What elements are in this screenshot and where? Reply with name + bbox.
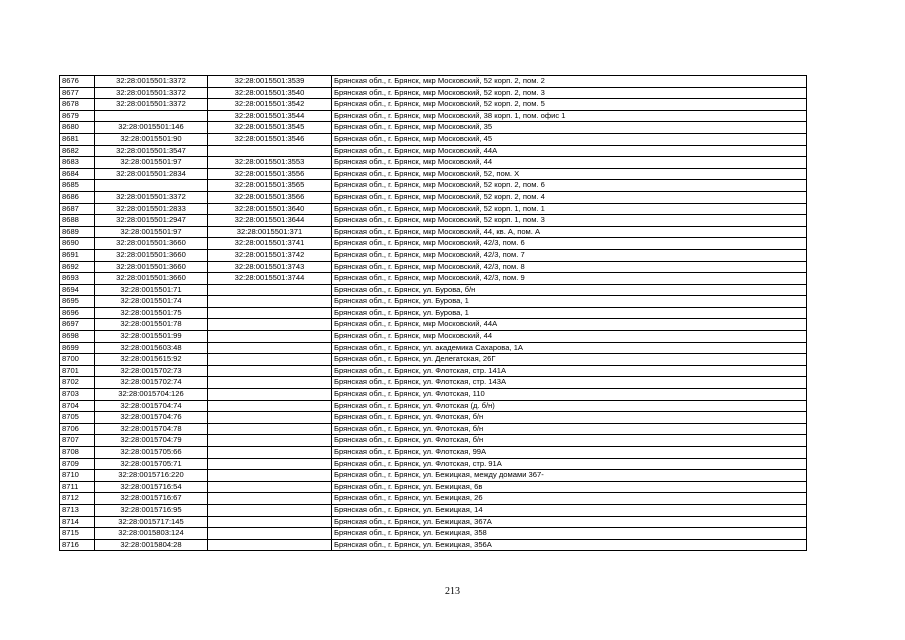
parent-cadastral-number-cell: 32:28:0015716:220 [95,470,208,482]
parent-cadastral-number-cell: 32:28:0015501:75 [95,307,208,319]
cadastral-number-cell [208,516,332,528]
row-number-cell: 8696 [60,307,95,319]
parent-cadastral-number-cell: 32:28:0015716:95 [95,504,208,516]
row-number-cell: 8688 [60,215,95,227]
address-cell: Брянская обл., г. Брянск, мкр Московский, 52 корп. 1, пом. 3 [332,215,807,227]
row-number-cell: 8715 [60,528,95,540]
row-number-cell: 8685 [60,180,95,192]
parent-cadastral-number-cell: 32:28:0015704:78 [95,423,208,435]
address-cell: Брянская обл., г. Брянск, мкр Московский, 44 [332,157,807,169]
cadastral-number-cell [208,296,332,308]
cadastral-number-cell [208,342,332,354]
address-cell: Брянская обл., г. Брянск, мкр Московский, 52 корп. 2, пом. 2 [332,76,807,88]
table-row [60,99,807,111]
row-number-cell: 8689 [60,226,95,238]
cadastral-number-cell [208,319,332,331]
table-row [60,296,807,308]
address-cell: Брянская обл., г. Брянск, ул. Бежицкая, 367А [332,516,807,528]
cadastral-number-cell [208,331,332,343]
address-cell: Брянская обл., г. Брянск, мкр Московский, 52 корп. 1, пом. 1 [332,203,807,215]
parent-cadastral-number-cell: 32:28:0015705:66 [95,447,208,459]
address-cell: Брянская обл., г. Брянск, ул. Флотская (д. б/н) [332,400,807,412]
cadastral-number-cell: 32:28:0015501:3565 [208,180,332,192]
row-number-cell: 8697 [60,319,95,331]
parent-cadastral-number-cell: 32:28:0015501:71 [95,284,208,296]
parent-cadastral-number-cell: 32:28:0015501:3660 [95,249,208,261]
row-number-cell: 8683 [60,157,95,169]
cadastral-number-cell [208,481,332,493]
cadastral-number-cell [208,447,332,459]
address-cell: Брянская обл., г. Брянск, ул. Флотская, стр. 141А [332,365,807,377]
table-row [60,528,807,540]
cadastral-number-cell: 32:28:0015501:3542 [208,99,332,111]
address-cell: Брянская обл., г. Брянск, мкр Московский, 44, кв. А, пом. А [332,226,807,238]
address-cell: Брянская обл., г. Брянск, ул. Флотская, стр. 143А [332,377,807,389]
parent-cadastral-number-cell: 32:28:0015501:3372 [95,76,208,88]
table-row [60,215,807,227]
address-cell: Брянская обл., г. Брянск, ул. Флотская, б/н [332,435,807,447]
cadastral-number-cell [208,539,332,551]
table-row [60,400,807,412]
table-row [60,307,807,319]
row-number-cell: 8692 [60,261,95,273]
parent-cadastral-number-cell: 32:28:0015717:145 [95,516,208,528]
table-row [60,145,807,157]
table-row [60,191,807,203]
address-cell: Брянская обл., г. Брянск, мкр Московский, 45 [332,133,807,145]
table-row [60,354,807,366]
cadastral-number-cell [208,412,332,424]
parent-cadastral-number-cell: 32:28:0015501:2833 [95,203,208,215]
address-cell: Брянская обл., г. Брянск, ул. Флотская, 110 [332,389,807,401]
cadastral-number-cell: 32:28:0015501:3742 [208,249,332,261]
table-row [60,110,807,122]
address-cell: Брянская обл., г. Брянск, мкр Московский, 52 корп. 2, пом. 3 [332,87,807,99]
row-number-cell: 8678 [60,99,95,111]
table-row [60,319,807,331]
address-cell: Брянская обл., г. Брянск, мкр Московский, 44А [332,145,807,157]
parent-cadastral-number-cell: 32:28:0015615:92 [95,354,208,366]
address-cell: Брянская обл., г. Брянск, ул. Флотская, стр. 91А [332,458,807,470]
table-row [60,458,807,470]
cadastral-number-cell: 32:28:0015501:3545 [208,122,332,134]
row-number-cell: 8693 [60,273,95,285]
address-cell: Брянская обл., г. Брянск, ул. Делегатская, 26Г [332,354,807,366]
parent-cadastral-number-cell: 32:28:0015704:126 [95,389,208,401]
cadastral-number-cell: 32:28:0015501:3741 [208,238,332,250]
table-row [60,249,807,261]
row-number-cell: 8690 [60,238,95,250]
row-number-cell: 8695 [60,296,95,308]
address-cell: Брянская обл., г. Брянск, мкр Московский, 35 [332,122,807,134]
row-number-cell: 8706 [60,423,95,435]
cadastral-number-cell [208,284,332,296]
parent-cadastral-number-cell: 32:28:0015704:76 [95,412,208,424]
table-row [60,412,807,424]
table-row [60,203,807,215]
cadastral-number-cell [208,504,332,516]
table-row [60,470,807,482]
address-cell: Брянская обл., г. Брянск, мкр Московский, 52 корп. 2, пом. 5 [332,99,807,111]
parent-cadastral-number-cell: 32:28:0015501:3372 [95,191,208,203]
row-number-cell: 8681 [60,133,95,145]
table-row [60,122,807,134]
parent-cadastral-number-cell: 32:28:0015704:74 [95,400,208,412]
table-row [60,481,807,493]
row-number-cell: 8682 [60,145,95,157]
cadastral-number-cell [208,145,332,157]
row-number-cell: 8711 [60,481,95,493]
cadastral-number-cell: 32:28:0015501:3546 [208,133,332,145]
parent-cadastral-number-cell: 32:28:0015501:74 [95,296,208,308]
cadastral-number-cell: 32:28:0015501:3743 [208,261,332,273]
row-number-cell: 8679 [60,110,95,122]
parent-cadastral-number-cell: 32:28:0015716:54 [95,481,208,493]
parent-cadastral-number-cell: 32:28:0015705:71 [95,458,208,470]
parent-cadastral-number-cell: 32:28:0015702:73 [95,365,208,377]
cadastral-number-cell: 32:28:0015501:3644 [208,215,332,227]
address-cell: Брянская обл., г. Брянск, ул. Бежицкая, 358 [332,528,807,540]
cadastral-number-cell: 32:28:0015501:3556 [208,168,332,180]
cadastral-number-cell: 32:28:0015501:3566 [208,191,332,203]
address-cell: Брянская обл., г. Брянск, ул. Бурова, 1 [332,307,807,319]
address-cell: Брянская обл., г. Брянск, ул. Бежицкая, между домами 367- [332,470,807,482]
table-body [60,76,807,551]
row-number-cell: 8713 [60,504,95,516]
parent-cadastral-number-cell: 32:28:0015803:124 [95,528,208,540]
table-row [60,133,807,145]
table-row [60,516,807,528]
row-number-cell: 8704 [60,400,95,412]
row-number-cell: 8686 [60,191,95,203]
cadastral-number-cell [208,458,332,470]
table-row [60,423,807,435]
address-cell: Брянская обл., г. Брянск, ул. Бежицкая, 14 [332,504,807,516]
row-number-cell: 8714 [60,516,95,528]
row-number-cell: 8687 [60,203,95,215]
parent-cadastral-number-cell: 32:28:0015501:2834 [95,168,208,180]
row-number-cell: 8707 [60,435,95,447]
table-row [60,273,807,285]
cadastral-number-cell [208,400,332,412]
row-number-cell: 8701 [60,365,95,377]
cadastral-number-cell [208,354,332,366]
address-cell: Брянская обл., г. Брянск, ул. Флотская, б/н [332,412,807,424]
parent-cadastral-number-cell [95,110,208,122]
table-row [60,504,807,516]
table-row [60,168,807,180]
address-cell: Брянская обл., г. Брянск, мкр Московский, 42/3, пом. 6 [332,238,807,250]
parent-cadastral-number-cell: 32:28:0015501:2947 [95,215,208,227]
address-cell: Брянская обл., г. Брянск, мкр Московский, 44 [332,331,807,343]
table-row [60,157,807,169]
table-row [60,180,807,192]
cadastral-number-cell [208,307,332,319]
parent-cadastral-number-cell: 32:28:0015501:99 [95,331,208,343]
row-number-cell: 8698 [60,331,95,343]
cadastral-number-cell: 32:28:0015501:3540 [208,87,332,99]
row-number-cell: 8708 [60,447,95,459]
cadastral-number-cell: 32:28:0015501:3744 [208,273,332,285]
row-number-cell: 8684 [60,168,95,180]
cadastral-number-cell [208,470,332,482]
page-number: 213 [445,586,460,597]
address-cell: Брянская обл., г. Брянск, ул. Бежицкая, 26 [332,493,807,505]
cadastral-number-cell [208,493,332,505]
address-cell: Брянская обл., г. Брянск, мкр Московский, 38 корп. 1, пом. офис 1 [332,110,807,122]
cadastral-number-cell: 32:28:0015501:3544 [208,110,332,122]
cadastral-number-cell [208,435,332,447]
row-number-cell: 8710 [60,470,95,482]
address-cell: Брянская обл., г. Брянск, ул. Бежицкая, 356А [332,539,807,551]
address-cell: Брянская обл., г. Брянск, ул. Флотская, б/н [332,423,807,435]
cadastral-number-cell [208,377,332,389]
parent-cadastral-number-cell [95,180,208,192]
cadastral-number-cell [208,389,332,401]
cadastral-number-cell [208,423,332,435]
parent-cadastral-number-cell: 32:28:0015702:74 [95,377,208,389]
row-number-cell: 8677 [60,87,95,99]
row-number-cell: 8680 [60,122,95,134]
row-number-cell: 8709 [60,458,95,470]
row-number-cell: 8703 [60,389,95,401]
table-row [60,493,807,505]
address-cell: Брянская обл., г. Брянск, мкр Московский, 52 корп. 2, пом. 4 [332,191,807,203]
table-row [60,226,807,238]
address-cell: Брянская обл., г. Брянск, ул. Бежицкая, 6в [332,481,807,493]
table-row [60,261,807,273]
cadastral-number-cell: 32:28:0015501:3553 [208,157,332,169]
table-row [60,365,807,377]
address-cell: Брянская обл., г. Брянск, ул. Флотская, 99А [332,447,807,459]
parent-cadastral-number-cell: 32:28:0015501:78 [95,319,208,331]
row-number-cell: 8702 [60,377,95,389]
row-number-cell: 8691 [60,249,95,261]
table-row [60,238,807,250]
table-row [60,435,807,447]
cadastral-number-cell [208,528,332,540]
cadastral-number-cell [208,365,332,377]
address-cell: Брянская обл., г. Брянск, мкр Московский, 42/3, пом. 8 [332,261,807,273]
table-row [60,87,807,99]
table-row [60,76,807,88]
row-number-cell: 8694 [60,284,95,296]
cadastral-number-cell: 32:28:0015501:3539 [208,76,332,88]
address-cell: Брянская обл., г. Брянск, мкр Московский, 42/3, пом. 9 [332,273,807,285]
table-row [60,284,807,296]
parent-cadastral-number-cell: 32:28:0015501:3660 [95,238,208,250]
parent-cadastral-number-cell: 32:28:0015804:28 [95,539,208,551]
cadastral-number-cell: 32:28:0015501:3640 [208,203,332,215]
table-row [60,389,807,401]
parent-cadastral-number-cell: 32:28:0015501:3660 [95,273,208,285]
address-cell: Брянская обл., г. Брянск, мкр Московский, 42/3, пом. 7 [332,249,807,261]
parent-cadastral-number-cell: 32:28:0015501:3372 [95,99,208,111]
parent-cadastral-number-cell: 32:28:0015501:3660 [95,261,208,273]
parent-cadastral-number-cell: 32:28:0015501:3547 [95,145,208,157]
parent-cadastral-number-cell: 32:28:0015603:48 [95,342,208,354]
address-cell: Брянская обл., г. Брянск, мкр Московский, 52, пом. X [332,168,807,180]
address-cell: Брянская обл., г. Брянск, мкр Московский, 52 корп. 2, пом. 6 [332,180,807,192]
table-row [60,539,807,551]
property-register-table [59,75,807,551]
table-row [60,342,807,354]
row-number-cell: 8712 [60,493,95,505]
address-cell: Брянская обл., г. Брянск, мкр Московский, 44А [332,319,807,331]
table-row [60,377,807,389]
parent-cadastral-number-cell: 32:28:0015704:79 [95,435,208,447]
parent-cadastral-number-cell: 32:28:0015501:97 [95,226,208,238]
address-cell: Брянская обл., г. Брянск, ул. Бурова, б/н [332,284,807,296]
row-number-cell: 8699 [60,342,95,354]
address-cell: Брянская обл., г. Брянск, ул. академика Сахарова, 1А [332,342,807,354]
row-number-cell: 8705 [60,412,95,424]
cadastral-number-cell: 32:28:0015501:371 [208,226,332,238]
table-row [60,447,807,459]
parent-cadastral-number-cell: 32:28:0015501:97 [95,157,208,169]
parent-cadastral-number-cell: 32:28:0015716:67 [95,493,208,505]
address-cell: Брянская обл., г. Брянск, ул. Бурова, 1 [332,296,807,308]
table-row [60,331,807,343]
parent-cadastral-number-cell: 32:28:0015501:146 [95,122,208,134]
row-number-cell: 8700 [60,354,95,366]
row-number-cell: 8716 [60,539,95,551]
parent-cadastral-number-cell: 32:28:0015501:90 [95,133,208,145]
row-number-cell: 8676 [60,76,95,88]
parent-cadastral-number-cell: 32:28:0015501:3372 [95,87,208,99]
